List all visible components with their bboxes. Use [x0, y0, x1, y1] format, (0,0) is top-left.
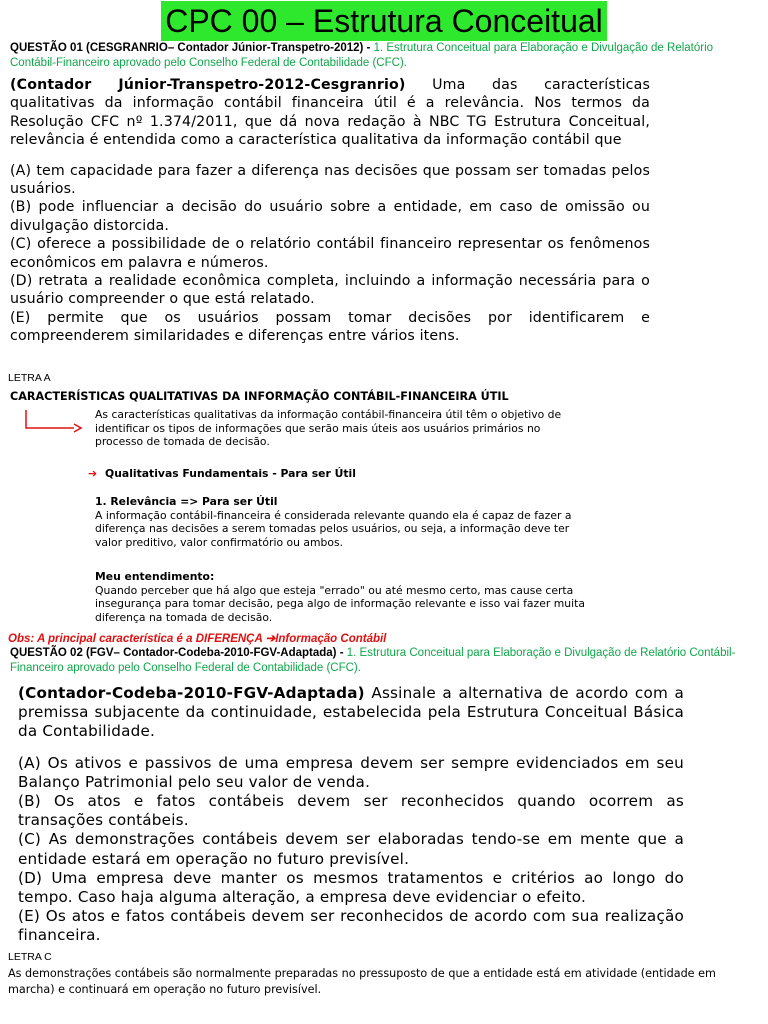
relevancia-text: A informação contábil-financeira é considerada relevante quando ela é capaz de fazer a diferença nas decisões a serem tomadas pelos usuários, ou seja, a informação deve ter valor preditivo, valor confirmatório ou ambos. — [95, 508, 572, 549]
q1-option-b: (B) pode influenciar a decisão do usuário sobre a entidade, em caso de omissão ou divulgação distorcida. — [10, 199, 650, 234]
q1-header-reference: 1. Estrutura Conceitual para Elaboração e Divulgação de Relatório Contábil-Financeiro aprovado pelo Conselho Federal de Contabilidade (CFC). — [10, 42, 714, 69]
q2-option-c: (C) As demonstrações contábeis devem ser elaboradas tendo-se em mente que a entidade estará em operação no futuro previsível. — [18, 830, 684, 868]
q1-option-a: (A) tem capacidade para fazer a diferença nas decisões que possam ser tomadas pelos usuários. — [10, 162, 650, 198]
q2-option-b: (B) Os atos e fatos contábeis devem ser reconhecidos quando ocorrem as transações contábeis. — [18, 792, 684, 830]
characteristics-section — [10, 390, 585, 624]
relevancia-heading: 1. Relevância => Para ser Útil — [95, 495, 278, 508]
q2-option-d: (D) Uma empresa deve manter os mesmos tratamentos e critérios ao longo do tempo. Caso haja alguma alteração, a empresa deve evidenciar o efeito. — [18, 868, 684, 907]
q1-stem — [10, 76, 650, 150]
q1-stem-text: Uma das características qualitativas da informação contábil financeira útil é a relevância. Nos termos da Resolução CFC nº 1.374/2011, que dá nova redação à NBC TG Estrutura Conceitual, relevância é entendida como a característica qualitativa da informação contábil que — [10, 77, 651, 149]
relevancia-block — [95, 495, 575, 549]
q2-stem — [18, 684, 684, 742]
q2-option-e: (E) Os atos e fatos contábeis devem ser reconhecidos de acordo com sua realização financeira. — [18, 907, 684, 945]
characteristics-intro: As características qualitativas da informação contábil-financeira útil têm o objetivo de identificar os tipos de informações que serão mais úteis aos usuários primários no processo de tomada de decisão. — [95, 408, 562, 449]
q2-explanation: As demonstrações contábeis são normalmente preparadas no pressuposto de que a entidade está em atividade (entidade em marcha) e continuará em operação no futuro previsível. — [8, 967, 716, 996]
q1-option-c: (C) oferece a possibilidade de o relatório contábil financeiro representar os fenômenos econômicos em palavra e números. — [10, 236, 650, 271]
q1-question-image — [10, 76, 650, 346]
arrow-right-icon: ➔ — [88, 467, 98, 480]
characteristics-title: CARACTERÍSTICAS QUALITATIVAS DA INFORMAÇÃO CONTÁBIL-FINANCEIRA ÚTIL — [10, 390, 509, 403]
meu-entendimento-heading: Meu entendimento: — [95, 570, 215, 583]
q1-header — [0, 41, 768, 71]
meu-entendimento-block — [95, 570, 585, 624]
obs-text-after: Informação Contábil — [275, 633, 387, 645]
obs-note — [8, 631, 386, 645]
obs-arrow-icon: ➔ — [265, 633, 276, 645]
q2-answer: LETRA C — [8, 951, 52, 963]
q1-answer: LETRA A — [8, 372, 51, 384]
q1-option-d: (D) retrata a realidade econômica completa, incluindo a informação necessária para o usuário compreender o que está relatado. — [10, 273, 650, 308]
meu-entendimento-text: Quando perceber que há algo que esteja "errado" ou até mesmo certo, mas cause certa insegurança para tomar decisão, pega algo de informação relevante e isso vai fazer muita diferença na tomada de decisão. — [95, 583, 585, 624]
obs-text: Obs: A principal característica é a DIFERENÇA — [8, 633, 266, 645]
q2-header — [0, 646, 768, 676]
q1-source: (Contador Júnior-Transpetro-2012-Cesgranrio) — [10, 77, 406, 93]
q2-stem-text: Assinale a alternativa de acordo com a premissa subjacente da continuidade, estabelecida pela Estrutura Conceitual Básica da Contabilidade. — [18, 684, 684, 741]
q2-question-image — [18, 684, 684, 946]
page-title: CPC 00 – Estrutura Conceitual — [161, 1, 607, 41]
q2-header-wrap — [0, 646, 768, 676]
q2-option-a: (A) Os ativos e passivos de uma empresa devem ser sempre evidenciados em seu Balanço Patrimonial pelo seu valor de venda. — [18, 753, 684, 791]
title-bar — [0, 1, 768, 41]
q1-option-e: (E) permite que os usuários possam tomar decisões por identificarem e compreenderem similaridades e diferenças entre vários itens. — [10, 309, 650, 345]
q2-header-reference: 1. Estrutura Conceitual para Elaboração e Divulgação de Relatório Contábil-Financeiro aprovado pelo Conselho Federal de Contabilidade (CFC). — [10, 647, 736, 674]
red-arrow-icon — [24, 408, 84, 438]
q2-source: (Contador-Codeba-2010-FGV-Adaptada) — [18, 684, 365, 702]
q2-header-label: QUESTÃO 02 (FGV– Contador-Codeba-2010-FGV-Adaptada) - — [10, 647, 347, 659]
fundamentais-line — [88, 467, 356, 480]
fundamentais-text: Qualitativas Fundamentais - Para ser Útil — [105, 467, 356, 480]
q1-header-label: QUESTÃO 01 (CESGRANRIO– Contador Júnior-Transpetro-2012) - — [10, 42, 374, 54]
